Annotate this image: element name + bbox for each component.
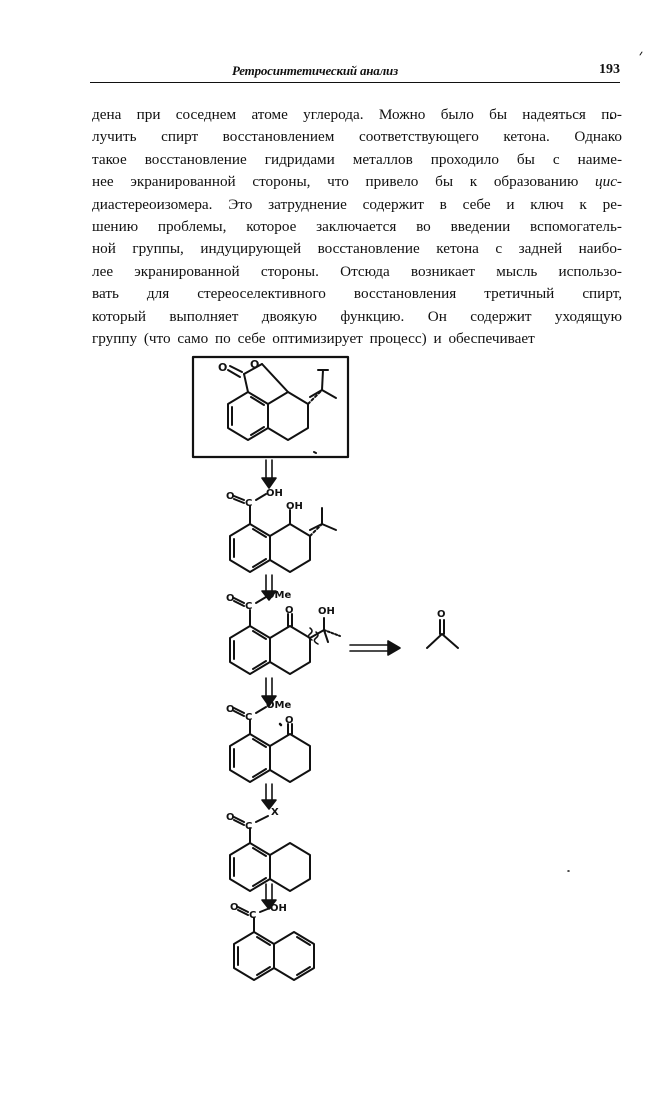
running-title: Ретросинтетический анализ	[232, 63, 398, 78]
label-ome: OMe	[266, 590, 292, 601]
label-oh: OH	[266, 488, 283, 499]
text-line: такое восстановление гидридами металлов проходило бы с наиме-	[92, 150, 622, 168]
naphthoic-acid-structure	[234, 907, 314, 980]
label-oh: OH	[318, 606, 335, 617]
target-lactone-structure	[193, 357, 348, 457]
label-c: C	[249, 910, 257, 921]
label-o: O	[218, 361, 228, 374]
italic-term: цис-	[595, 173, 622, 191]
text-line: ной группы, индуцирующей восстановление кетона с задней наибо-	[92, 240, 622, 258]
label-o: O	[250, 358, 260, 371]
keto-ester-structure	[230, 707, 310, 782]
label-c: C	[245, 498, 253, 509]
scan-speck	[640, 52, 642, 55]
retro-arrow	[262, 460, 276, 488]
text-line-part: нее экранированной стороны, что привело бы к образованию	[92, 173, 595, 191]
label-o: O	[437, 609, 446, 620]
label-o: O	[285, 605, 294, 616]
label-oh: OH	[270, 903, 287, 914]
label-x: X	[271, 807, 279, 818]
text-line: диастереоизомера. Это затруднение содержит в себе и ключ к ре-	[92, 195, 622, 213]
text-line: группу (что само по себе оптимизирует процесс) и обеспечивает	[92, 330, 535, 348]
label-c: C	[245, 821, 253, 832]
text-line: вать для стереоселективного восстановления третичный спирт,	[92, 285, 622, 303]
label-o: O	[230, 902, 239, 913]
text-line: лее экранированной стороны. Отсюда возникает мысль использо-	[92, 262, 622, 280]
acetone-structure	[427, 620, 458, 648]
label-oh: OH	[286, 501, 303, 512]
text-line: который выполняет двоякую функцию. Он содержит уходящую	[92, 307, 622, 325]
text-line: дена при соседнем атоме углерода. Можно было бы надеяться по-	[92, 106, 622, 123]
label-ome: OMe	[266, 700, 292, 711]
retro-arrow-horizontal	[350, 641, 400, 655]
text-line: лучить спирт восстановлением соответствующего кетона. Однако	[92, 128, 622, 146]
label-o: O	[226, 491, 235, 502]
label-o: O	[226, 812, 235, 823]
retro-arrow	[262, 784, 276, 809]
label-o: O	[226, 593, 235, 604]
page-number: 193	[599, 62, 620, 77]
label-o: O	[226, 704, 235, 715]
label-c: C	[245, 601, 253, 612]
tetralin-acyl-structure	[230, 816, 310, 891]
label-c: C	[245, 712, 253, 723]
text-line: шению проблемы, которое заключается во введении вспомогатель-	[92, 218, 622, 236]
label-o: O	[285, 715, 294, 726]
